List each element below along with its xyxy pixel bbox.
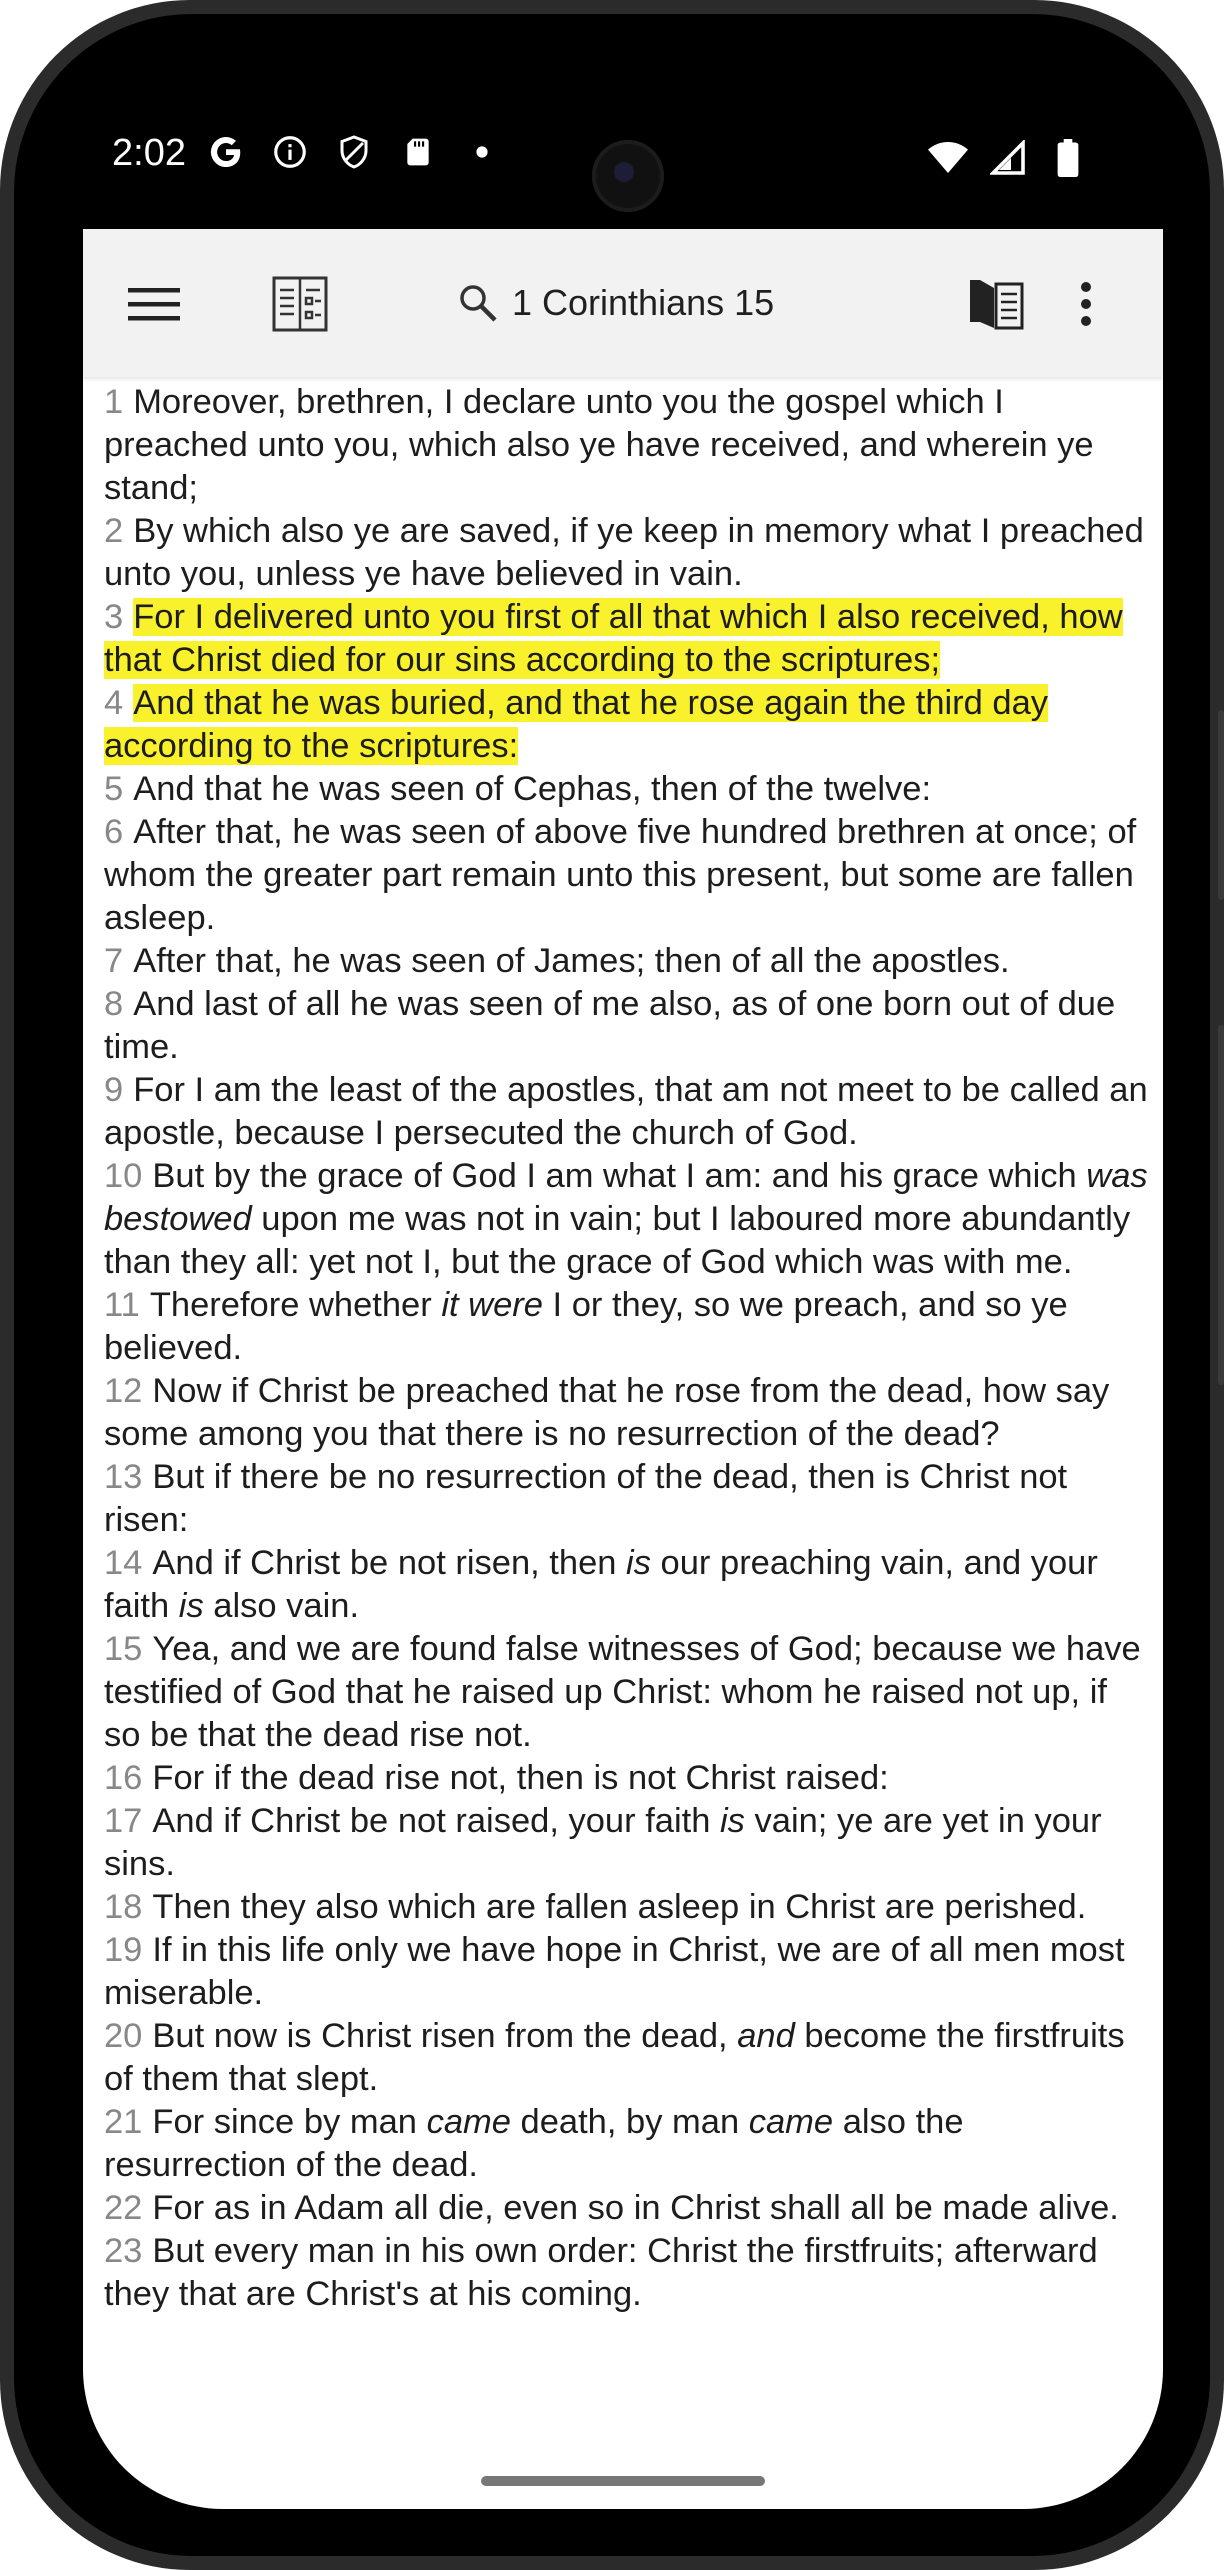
verse-number: 12 [104, 1372, 143, 1410]
verse-number: 7 [104, 942, 124, 980]
verse-text [104, 383, 1094, 507]
verse-number: 19 [104, 1931, 143, 1969]
google-icon [204, 130, 248, 174]
verse[interactable] [104, 2101, 1149, 2187]
verse-text [104, 1931, 1125, 2012]
verse-text [104, 813, 1136, 937]
verse-segment: But now is Christ risen from the dead, [152, 2017, 738, 2055]
verse-text [104, 1630, 1141, 1754]
verse-segment: If in this life only we have hope in Christ, we are of all men most miserable. [104, 1931, 1125, 2012]
verse-number: 18 [104, 1888, 143, 1926]
verse-text [133, 770, 931, 808]
verse-number: 1 [104, 383, 124, 421]
verse-text [104, 1157, 1148, 1281]
verse-segment: our preaching vain, and your faith [104, 1544, 1098, 1625]
verse-segment: But if there be no resurrection of the dead, then is Christ not risen: [104, 1458, 1068, 1539]
verse[interactable] [104, 1542, 1149, 1628]
more-options-button[interactable] [1051, 269, 1121, 339]
verse-segment: For I delivered unto you first of all that which I also received, how that Christ died for our sins according to the scriptures; [104, 598, 1123, 679]
verse-number: 3 [104, 598, 124, 636]
more-vert-icon [1079, 281, 1093, 327]
verse-text [104, 684, 1048, 765]
status-icons-left [204, 130, 504, 174]
italic-text: is [178, 1587, 204, 1625]
verse[interactable] [104, 1929, 1149, 2015]
verse-segment: For I am the least of the apostles, that am not meet to be called an apostle, because I persecuted the church of God. [104, 1071, 1148, 1152]
shield-icon [332, 130, 376, 174]
verse-segment: vain; ye are yet in your sins. [104, 1802, 1102, 1883]
verse-segment: And last of all he was seen of me also, as of one born out of due time. [104, 985, 1116, 1066]
verse-number: 8 [104, 985, 124, 1023]
verse[interactable] [104, 1800, 1149, 1886]
italic-text: came [426, 2103, 511, 2141]
verse-segment: upon me was not in vain; but I laboured more abundantly than they all: yet not I, but the grace of God which was with me. [104, 1200, 1131, 1281]
verse-number: 13 [104, 1458, 143, 1496]
verse-segment: For if the dead rise not, then is not Christ raised: [152, 1759, 889, 1797]
verse-segment: And that he was buried, and that he rose again the third day according to the scriptures: [104, 684, 1049, 765]
verse-segment: And that he was seen of Cephas, then of the twelve: [133, 770, 932, 808]
verse-number: 15 [104, 1630, 143, 1668]
verse[interactable] [104, 768, 1149, 811]
verse-segment: Now if Christ be preached that he rose from the dead, how say some among you that there is no resurrection of the dead? [104, 1372, 1110, 1453]
verse[interactable] [104, 940, 1149, 983]
verse-text [104, 512, 1144, 593]
italic-text: was bestowed [104, 1157, 1148, 1238]
verse-text [152, 1759, 888, 1797]
verse-segment: Moreover, brethren, I declare unto you the gospel which I preached unto you, which also ye have received, and wherein ye stand; [104, 383, 1094, 507]
verse[interactable] [104, 2015, 1149, 2101]
verse-segment: And if Christ be not risen, then [152, 1544, 627, 1582]
wifi-icon [926, 136, 970, 180]
verse[interactable] [104, 2230, 1149, 2316]
verse-text [104, 1286, 1068, 1367]
chapter-text [104, 381, 1149, 2316]
verse-segment: But every man in his own order: Christ the firstfruits; afterward they that are Christ's at his coming. [104, 2232, 1098, 2313]
verse-number: 5 [104, 770, 124, 808]
verse-text [152, 1888, 1086, 1926]
verse-number: 14 [104, 1544, 143, 1582]
phone-display [14, 14, 1210, 2556]
verse[interactable] [104, 983, 1149, 1069]
verse-number: 17 [104, 1802, 143, 1840]
verse-segment: For as in Adam all die, even so in Christ shall all be made alive. [152, 2189, 1119, 2227]
front-camera [592, 140, 664, 212]
verse-segment: become the firstfruits of them that slept. [104, 2017, 1125, 2098]
verse[interactable] [104, 1284, 1149, 1370]
info-icon [268, 130, 312, 174]
verse-text [152, 2189, 1118, 2227]
verse[interactable] [104, 1456, 1149, 1542]
home-indicator[interactable] [481, 2476, 765, 2486]
verse-text [133, 942, 1009, 980]
app-screen [83, 229, 1163, 2509]
sd-card-icon [396, 130, 440, 174]
verse[interactable] [104, 381, 1149, 510]
verse-text [104, 1544, 1098, 1625]
verse-number: 21 [104, 2103, 143, 2141]
status-bar [14, 14, 1210, 229]
verse-number: 9 [104, 1071, 124, 1109]
verse-text [104, 598, 1123, 679]
verse[interactable] [104, 596, 1149, 682]
signal-icon [986, 136, 1030, 180]
verse[interactable] [104, 1370, 1149, 1456]
verse[interactable] [104, 1628, 1149, 1757]
verse-number: 10 [104, 1157, 143, 1195]
verse-segment: also the resurrection of the dead. [104, 2103, 964, 2184]
passage-title: 1 Corinthians 15 [512, 282, 775, 323]
verse-segment: After that, he was seen of above five hundred brethren at once; of whom the greater part remain unto this present, but some are fallen asleep. [104, 813, 1137, 937]
verse[interactable] [104, 1886, 1149, 1929]
dot-icon [460, 130, 504, 174]
verse-segment: death, by man [510, 2103, 749, 2141]
verse[interactable] [104, 2187, 1149, 2230]
verse-segment: By which also ye are saved, if ye keep in memory what I preached unto you, unless ye have believed in vain. [104, 512, 1144, 593]
verse-number: 16 [104, 1759, 143, 1797]
verse-number: 22 [104, 2189, 143, 2227]
battery-icon [1046, 136, 1090, 180]
verse-segment: After that, he was seen of James; then of all the apostles. [133, 942, 1010, 980]
verse-segment: I or they, so we preach, and so ye believed. [104, 1286, 1068, 1367]
verse-text [104, 2232, 1098, 2313]
verse-text [104, 1802, 1102, 1883]
verse-number: 4 [104, 684, 124, 722]
verse-segment: Yea, and we are found false witnesses of God; because we have testified of God that he raised up Christ: whom he raised not up, if so be that the dead rise not. [104, 1630, 1141, 1754]
search-icon [458, 283, 498, 323]
verse[interactable] [104, 1757, 1149, 1800]
verse[interactable] [104, 510, 1149, 596]
verse-segment: But by the grace of God I am what I am: and his grace which [152, 1157, 1087, 1195]
reader-mode-button[interactable] [961, 269, 1031, 339]
verse-text [104, 985, 1115, 1066]
verse-text [104, 2017, 1125, 2098]
menu-icon [128, 284, 180, 324]
verse-segment: For since by man [152, 2103, 427, 2141]
toolbar [83, 229, 1163, 377]
status-time: 2:02 [112, 132, 186, 174]
verse-text [104, 2103, 964, 2184]
verse-number: 2 [104, 512, 124, 550]
status-icons-right [926, 136, 1090, 180]
verse-number: 6 [104, 813, 124, 851]
italic-text: is [720, 1802, 745, 1840]
verse-number: 23 [104, 2232, 143, 2270]
reader-mode-icon [968, 278, 1024, 330]
verse[interactable] [104, 1155, 1149, 1284]
verse[interactable] [104, 682, 1149, 768]
book-view-button[interactable] [265, 269, 335, 339]
menu-button[interactable] [119, 269, 189, 339]
verse-segment: also vain. [203, 1587, 360, 1625]
verse-text [104, 1372, 1109, 1453]
italic-text: and [737, 2017, 795, 2055]
verse-number: 11 [104, 1286, 140, 1324]
volume-button [1218, 1025, 1224, 1385]
italic-text: is [626, 1544, 651, 1582]
verse-text [104, 1458, 1067, 1539]
power-button [1218, 710, 1224, 900]
verse[interactable] [104, 1069, 1149, 1155]
verse[interactable] [104, 811, 1149, 940]
verse-number: 20 [104, 2017, 143, 2055]
verse-segment: Therefore whether [149, 1286, 442, 1324]
verse-segment: Then they also which are fallen asleep in Christ are perished. [152, 1888, 1087, 1926]
passage-search-button[interactable] [458, 273, 774, 333]
italic-text: came [748, 2103, 834, 2141]
verse-segment: And if Christ be not raised, your faith [152, 1802, 720, 1840]
verse-text [104, 1071, 1148, 1152]
italic-text: it were [441, 1286, 543, 1324]
book-view-icon [272, 276, 328, 332]
